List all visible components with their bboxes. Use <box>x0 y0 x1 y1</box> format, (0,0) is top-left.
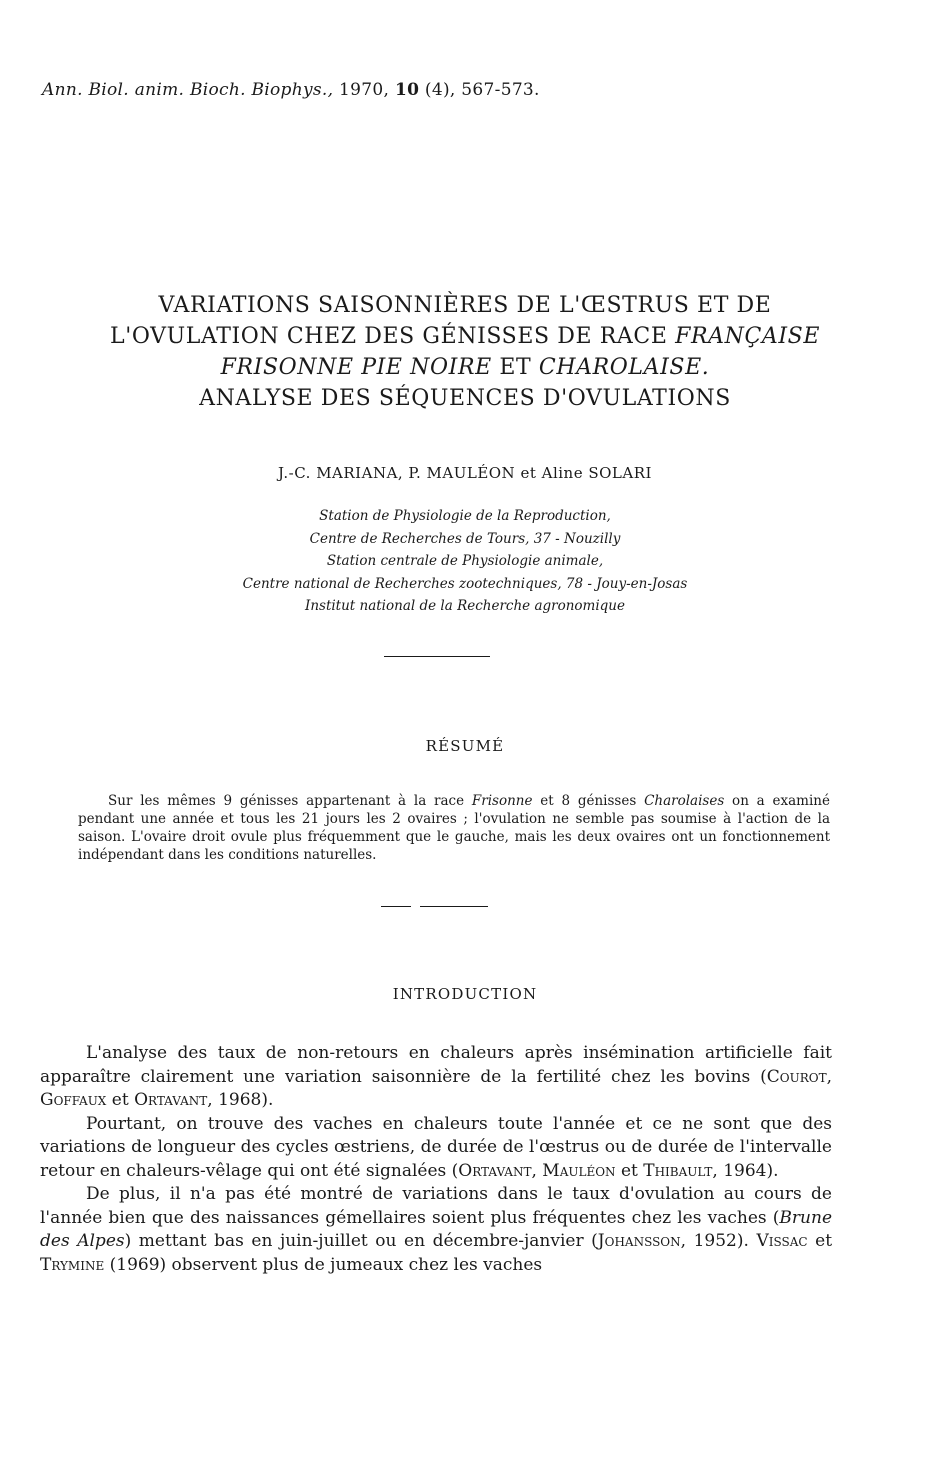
text: ) mettant bas en juin-juillet ou en décembre-janvier ( <box>124 1231 598 1251</box>
affiliation-line: Station de Physiologie de la Reproduction, <box>319 508 611 524</box>
title-line-2-text: L'OVULATION CHEZ DES GÉNISSES DE RACE <box>110 324 676 349</box>
cited-author: Courot, Goffaux <box>40 1066 832 1110</box>
abstract-heading: RÉSUMÉ <box>425 737 505 755</box>
paragraph <box>40 1183 832 1277</box>
paragraph <box>40 1113 832 1184</box>
abstract-breed-frisonne: Frisonne <box>471 793 533 809</box>
abstract-part: on a examiné pendant une année et tous les 21 jours les 2 ovaires ; l'ovulation ne semble pas soumise à l'action de la saison. L'ovaire droit ovule plus fréquemment que le gauche, mais les deux ovaires ont un fonctionnement indépendant dans les conditions naturelles. <box>78 793 830 863</box>
title-line-3-text: ET <box>491 355 539 380</box>
introduction-heading: INTRODUCTION <box>392 985 538 1003</box>
affiliations <box>0 505 930 618</box>
title-line-2-italic: FRANÇAISE <box>675 324 820 349</box>
text: (1969) observent plus de jumeaux chez les vaches <box>104 1254 543 1275</box>
affiliation-line: Centre de Recherches de Tours, 37 - Nouzilly <box>309 530 621 547</box>
paragraph <box>40 1042 832 1113</box>
journal-year: 1970, <box>339 80 390 100</box>
cited-author: Johansson <box>597 1231 681 1251</box>
journal-issue-pages: (4), 567-573. <box>424 80 540 100</box>
title-line-3-italic-a: FRISONNE PIE NOIRE <box>220 355 492 380</box>
cited-author: Thibault <box>643 1160 713 1181</box>
separator-rule-short <box>381 906 411 907</box>
paper-title <box>40 290 890 414</box>
abstract-part: Sur les mêmes 9 génisses appartenant à la race <box>108 793 472 809</box>
abstract-part: et 8 génisses <box>532 793 645 809</box>
abstract-breed-charolaises: Charolaises <box>644 793 725 809</box>
separator-rule <box>384 656 490 657</box>
cited-author: Ortavant, Mauléon <box>458 1160 616 1181</box>
text: , 1968). <box>207 1090 274 1110</box>
cited-author: Ortavant <box>134 1090 208 1110</box>
text: et <box>615 1160 644 1181</box>
affiliation-line: Station centrale de Physiologie animale, <box>326 553 604 569</box>
authors: J.-C. MARIANA, P. MAULÉON et Aline SOLARI <box>278 464 652 482</box>
text: L'analyse des taux de non-retours en chaleurs après insémination artificielle fait apparaître clairement une variation saisonnière de la fertilité chez les bovins ( <box>40 1043 832 1087</box>
title-line-4: ANALYSE DES SÉQUENCES D'OVULATIONS <box>199 386 731 411</box>
text: et <box>106 1090 135 1110</box>
abstract-text <box>78 792 830 864</box>
breed-name: Brune des Alpes <box>40 1207 832 1251</box>
cited-author: Vissac <box>756 1231 808 1251</box>
journal-reference <box>42 80 842 100</box>
affiliation-line: Centre national de Recherches zootechniques, 78 - Jouy-en-Josas <box>242 575 688 592</box>
title-line-2 <box>40 321 890 352</box>
text: Pourtant, on trouve des vaches en chaleurs toute l'année et ce ne sont que des variations de longueur des cycles œstriens, de durée de l'œstrus ou de durée de l'intervalle retour en chaleurs-vêlage qui ont été signalées ( <box>40 1113 832 1181</box>
introduction-body <box>40 1042 832 1277</box>
title-line-3-italic-b: CHAROLAISE. <box>538 355 710 380</box>
text: et <box>807 1231 833 1251</box>
journal-volume: 10 <box>394 80 420 100</box>
text: , 1964). <box>712 1160 779 1181</box>
journal-name: Ann. Biol. anim. Bioch. Biophys., <box>42 80 334 100</box>
affiliation-line: Institut national de la Recherche agronomique <box>304 598 625 614</box>
cited-author: Trymine <box>40 1254 105 1275</box>
title-line-3 <box>40 352 890 383</box>
text: , 1952). <box>680 1231 757 1251</box>
text: De plus, il n'a pas été montré de variations dans le taux d'ovulation au cours de l'année bien que des naissances gémellaires soient plus fréquentes chez les vaches ( <box>40 1184 832 1228</box>
title-line-1: VARIATIONS SAISONNIÈRES DE L'ŒSTRUS ET DE <box>158 293 772 318</box>
separator-rule-long <box>420 906 488 907</box>
